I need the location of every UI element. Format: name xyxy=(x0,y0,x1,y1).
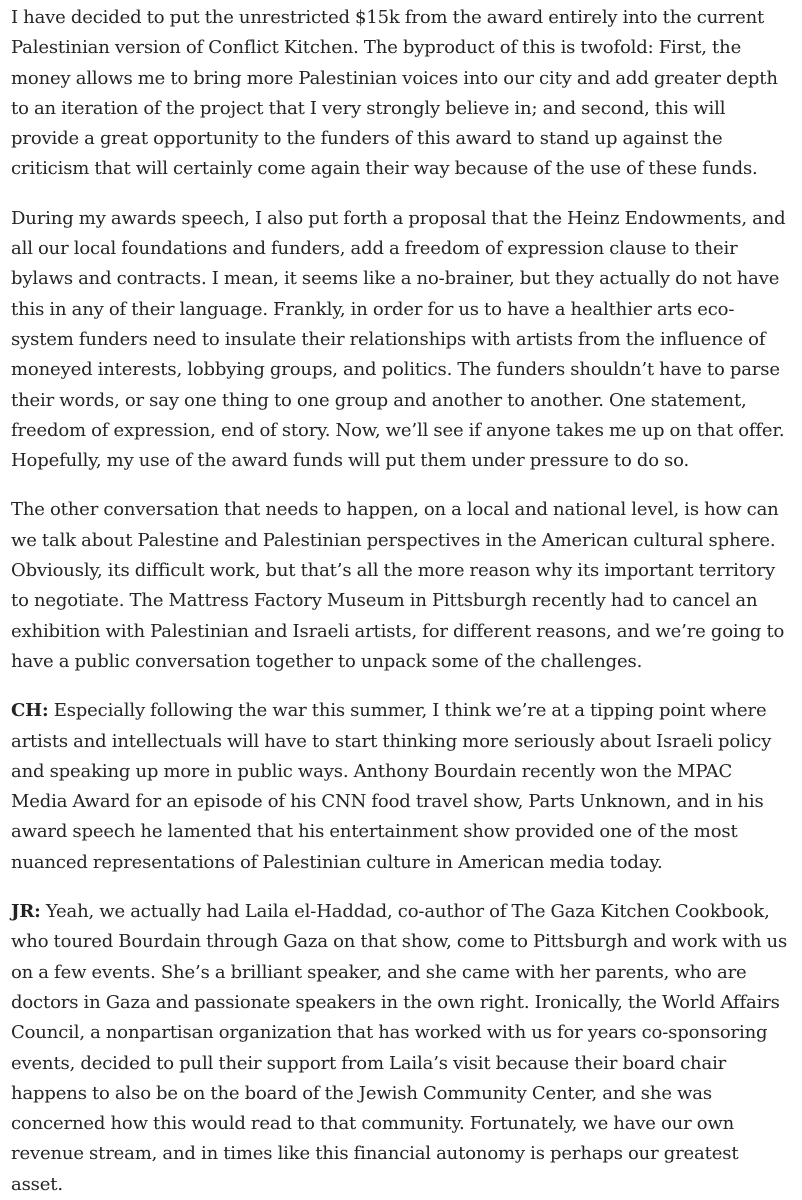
paragraph xyxy=(11,3,792,185)
paragraph-text: During my awards speech, I also put forth a proposal that the Heinz Endowments, and all our local foundations and funders, add a freedom of expression clause to their bylaws and contracts. I mean, it seems like a no-brainer, but they actually do not have this in any of their language. Frankly, in order for us to have a healthier arts eco-system funders need to insulate their relationships with artists from the influence of moneyed interests, lobbying groups, and politics. The funders shouldn’t have to parse their words, or say one thing to one group and another to another. One statement, freedom of expression, end of story. Now, we’ll see if anyone takes me up on that offer. Hopefully, my use of the award funds will put them under pressure to do so. xyxy=(11,207,786,472)
paragraph xyxy=(11,897,792,1200)
speaker-label: CH: xyxy=(11,700,49,722)
paragraph-text: Yeah, we actually had Laila el-Haddad, co-author of The Gaza Kitchen Cookbook, who toured Bourdain through Gaza on that show, come to Pittsburgh and work with us on a few events. She’s a brilliant speaker, and she came with her parents, who are doctors in Gaza and passionate speakers in the own right. Ironically, the World Affairs Council, a nonpartisan organization that has worked with us for years co-sponsoring events, decided to pull their support from Laila’s visit because their board chair happens to also be on the board of the Jewish Community Center, and she was concerned how this would read to that community. Fortunately, we have our own revenue stream, and in times like this financial autonomy is perhaps our greatest asset. xyxy=(11,901,788,1195)
paragraph xyxy=(11,696,792,878)
paragraph-text: I have decided to put the unrestricted $15k from the award entirely into the current Palestinian version of Conflict Kitchen. The byproduct of this is twofold: First, the money allows me to bring more Palestinian voices into our city and add greater depth to an iteration of the project that I very strongly believe in; and second, this will provide a great opportunity to the funders of this award to stand up against the criticism that will certainly come again their way because of the use of these funds. xyxy=(11,7,778,180)
paragraph-text: Especially following the war this summer, I think we’re at a tipping point where artists and intellectuals will have to start thinking more seriously about Israeli policy and speaking up more in public ways. Anthony Bourdain recently won the MPAC Media Award for an episode of his CNN food travel show, Parts Unknown, and in his award speech he lamented that his entertainment show provided one of the most nuanced representations of Palestinian culture in American media today. xyxy=(11,700,772,873)
paragraph-text: The other conversation that needs to happen, on a local and national level, is how can we talk about Palestine and Palestinian perspectives in the American cultural sphere. Obviously, its difficult work, but that’s all the more reason why its important territory to negotiate. The Mattress Factory Museum in Pittsburgh recently had to cancel an exhibition with Palestinian and Israeli artists, for different reasons, and we’re going to have a public conversation together to unpack some of the challenges. xyxy=(11,499,785,672)
paragraph xyxy=(11,204,792,477)
paragraph xyxy=(11,495,792,677)
speaker-label: JR: xyxy=(11,901,41,923)
